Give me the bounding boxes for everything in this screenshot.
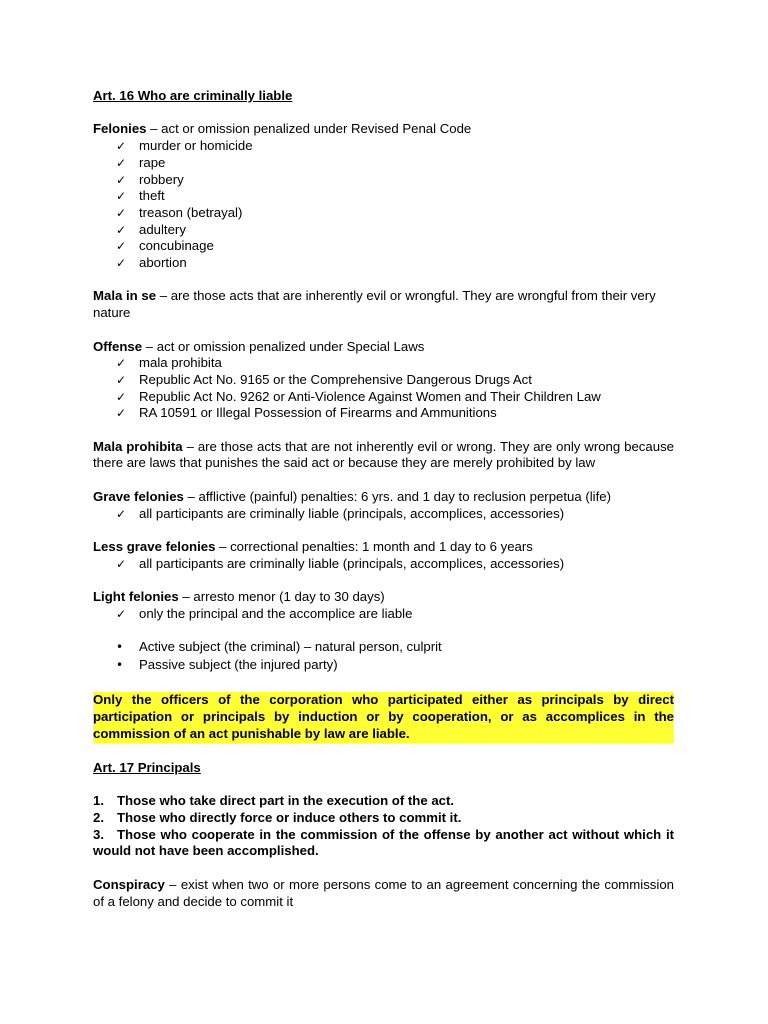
item-text: Those who cooperate in the commission of the offense by another act without which it would not have been accomplished.: [93, 826, 674, 859]
list-item: ✓ rape: [93, 155, 674, 172]
item-text: Those who directly force or induce others to commit it.: [117, 810, 462, 826]
offense-term: Offense: [93, 338, 143, 354]
mala-in-se-def: – are those acts that are inherently evil or wrongful. They are wrongful from their very nature: [93, 288, 656, 321]
art17-title: Art. 17 Principals: [93, 759, 201, 775]
less-grave-felonies-definition: [93, 539, 674, 556]
less-grave-felonies-def: – correctional penalties: 1 month and 1 day to 6 years: [215, 538, 533, 554]
offense-def: – act or omission penalized under Special Laws: [142, 338, 425, 354]
list-item: ✓ all participants are criminally liable (principals, accomplices, accessories): [93, 556, 674, 573]
art16-title: Art. 16 Who are criminally liable: [93, 88, 293, 103]
list-item: ✓ all participants are criminally liable (principals, accomplices, accessories): [93, 506, 674, 523]
list-item: ✓ treason (betrayal): [93, 205, 674, 222]
list-item: ✓ robbery: [93, 172, 674, 189]
felonies-list: [93, 138, 674, 272]
list-item: [93, 810, 674, 827]
document-body: [93, 88, 674, 910]
list-item: ✓ mala prohibita: [93, 355, 674, 372]
list-item: ✓ murder or homicide: [93, 138, 674, 155]
grave-felonies-definition: [93, 489, 674, 506]
list-item: ✓ abortion: [93, 255, 674, 272]
felonies-def: – act or omission penalized under Revised Penal Code: [146, 121, 472, 137]
list-item: ✓ adultery: [93, 222, 674, 239]
light-felonies-definition: [93, 589, 674, 606]
light-felonies-def: – arresto menor (1 day to 30 days): [178, 588, 385, 604]
list-item: ✓ RA 10591 or Illegal Possession of Firearms and Ammunitions: [93, 405, 674, 422]
item-text: Those who take direct part in the execution of the act.: [117, 793, 455, 809]
conspiracy-def: – exist when two or more persons come to an agreement concerning the commission of a felony and decide to commit it: [93, 876, 674, 909]
list-item: • Active subject (the criminal) – natural person, culprit: [93, 639, 674, 656]
list-item: ✓ only the principal and the accomplice are liable: [93, 606, 674, 623]
felonies-term: Felonies: [93, 121, 147, 137]
light-felonies-term: Light felonies: [93, 588, 179, 604]
list-item: ✓ theft: [93, 188, 674, 205]
list-item: [93, 793, 674, 810]
item-number: 2.: [93, 810, 104, 826]
list-item: • Passive subject (the injured party): [93, 657, 674, 674]
list-item: ✓ Republic Act No. 9262 or Anti-Violence Against Women and Their Children Law: [93, 389, 674, 406]
mala-prohibita-def: – are those acts that are not inherently evil or wrong. They are only wrong because there are laws that punishes the said act or because they are merely prohibited by law: [93, 438, 674, 471]
mala-in-se-definition: [93, 288, 674, 321]
list-item: ✓ concubinage: [93, 238, 674, 255]
list-item: [93, 827, 674, 860]
conspiracy-term: Conspiracy: [93, 876, 165, 892]
item-number: 3.: [93, 826, 104, 842]
offense-definition: [93, 339, 674, 356]
list-item: ✓ Republic Act No. 9165 or the Comprehensive Dangerous Drugs Act: [93, 372, 674, 389]
subjects-list: [93, 639, 674, 674]
highlighted-paragraph: Only the officers of the corporation who participated either as principals by direct participation or principals by induction or by cooperation, or as accomplices in the commission of an act punishable by law are liable.: [93, 692, 674, 743]
grave-felonies-def: – afflictive (painful) penalties: 6 yrs. and 1 day to reclusion perpetua (life): [183, 488, 612, 504]
mala-in-se-term: Mala in se: [93, 288, 157, 304]
less-grave-felonies-list: [93, 556, 674, 573]
conspiracy-definition: [93, 877, 674, 910]
principals-list: [93, 793, 674, 860]
mala-prohibita-definition: [93, 439, 674, 472]
grave-felonies-term: Grave felonies: [93, 488, 184, 504]
offense-list: [93, 355, 674, 422]
grave-felonies-list: [93, 506, 674, 523]
mala-prohibita-term: Mala prohibita: [93, 438, 183, 454]
light-felonies-list: [93, 606, 674, 623]
less-grave-felonies-term: Less grave felonies: [93, 538, 216, 554]
felonies-definition: [93, 121, 674, 138]
item-number: 1.: [93, 793, 104, 809]
